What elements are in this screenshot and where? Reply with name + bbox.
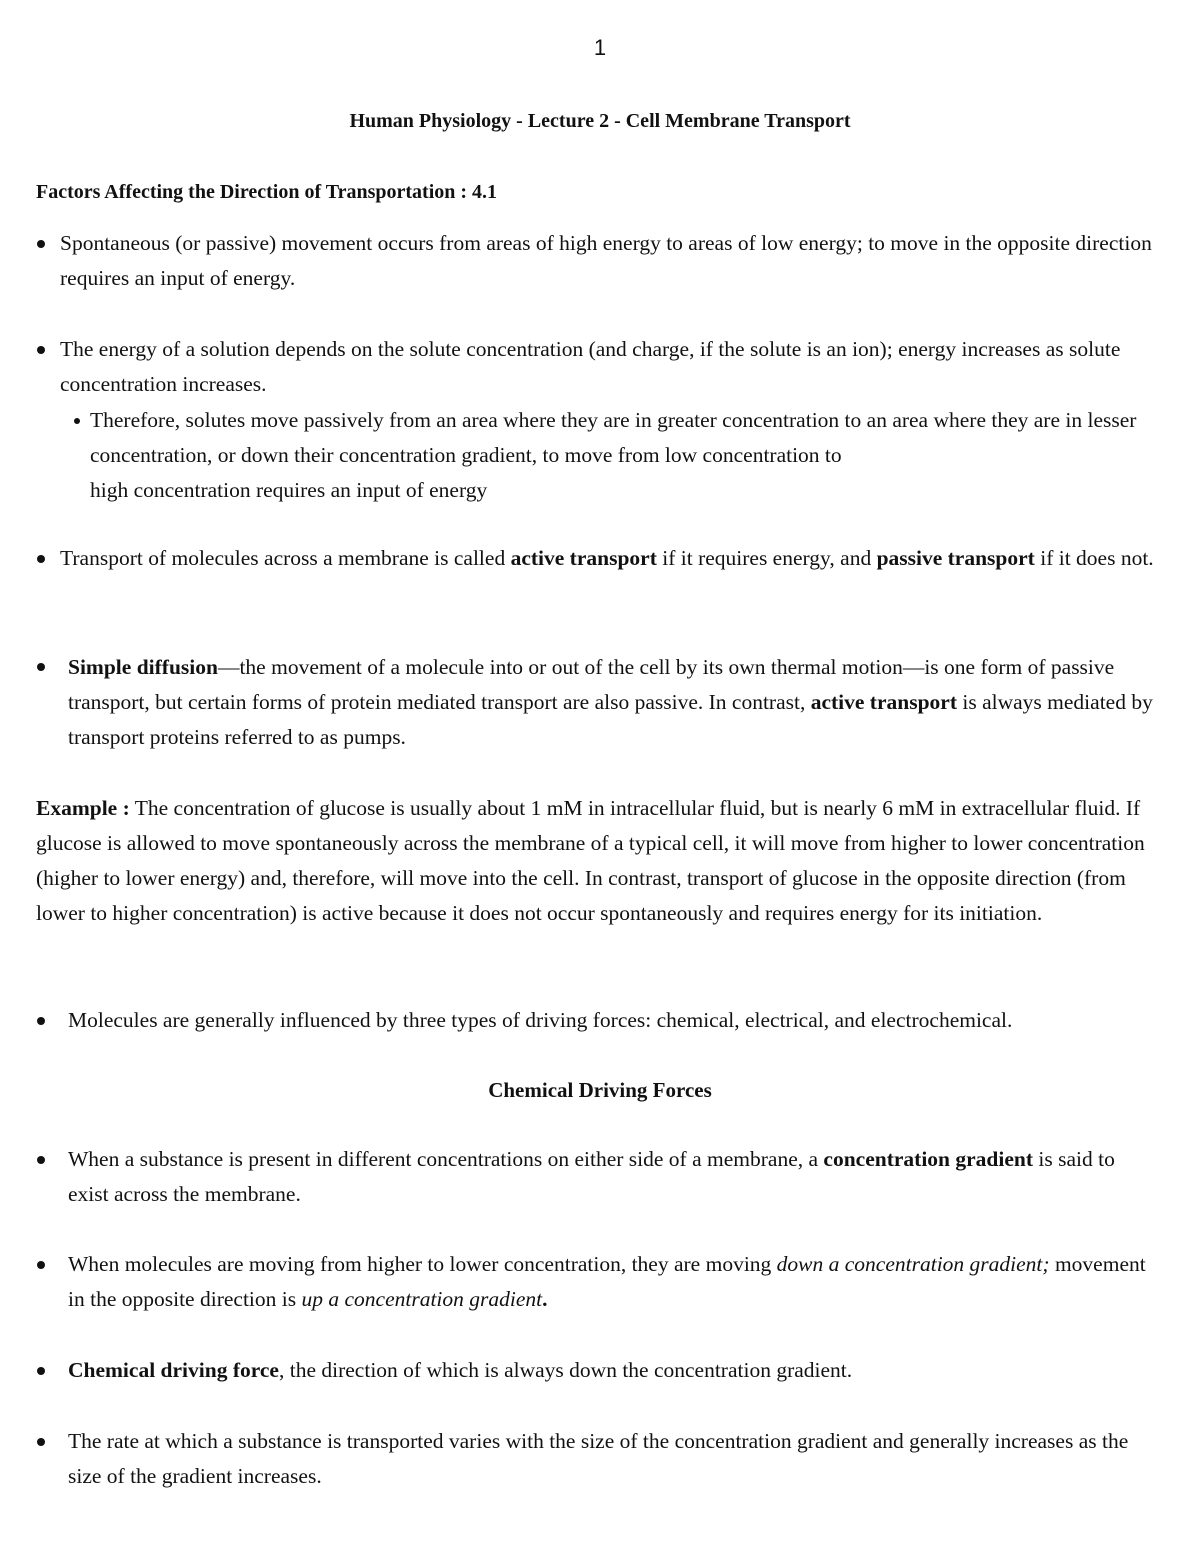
bullet-dot [37,1438,45,1446]
bullet-dot [37,1261,45,1269]
bullet-dot [37,1017,45,1025]
text: When a substance is present in different concentrations on either side of a membrane, a [68,1147,824,1171]
bullet-dot [37,1367,45,1375]
text: movement in the opposite direction is [68,1252,1146,1311]
text: is said to exist across the membrane. [68,1147,1115,1206]
text: . [542,1287,548,1311]
text: When molecules are moving from higher to lower concentration, they are moving [68,1252,777,1276]
section-heading: Factors Affecting the Direction of Transportation : 4.1 [36,181,498,203]
bullet-chemical-driving-force [68,1353,1158,1388]
term-down-gradient: down a concentration gradient; [776,1252,1050,1276]
bullet-down-up-gradient [68,1247,1158,1317]
text: , the direction of which is always down the concentration gradient. [278,1358,853,1382]
example-text: The concentration of glucose is usually about 1 mM in intracellular fluid, but is nearly 6 mM in extracellular fluid. If glucose is allowed to move spontaneously across the membrane of a typical cell, it will move from higher to lower concentration (higher to lower energy) and, therefore, will move into the cell. In contrast, transport of glucose in the opposite direction (from lower to higher concentration) is active because it does not occur spontaneously and requires energy for its initiation. [36,796,1145,925]
term-active-transport: active transport [810,690,957,714]
term-chemical-driving-force: Chemical driving force [68,1358,279,1382]
example-paragraph [36,791,1166,931]
term-passive-transport: passive transport [876,546,1035,570]
text: Transport of molecules across a membrane is called [60,546,511,570]
bullet-transport-rate: The rate at which a substance is transported varies with the size of the concentration gradient and generally increases as the size of the gradient increases. [68,1429,1129,1488]
bullet-passive-movement: Spontaneous (or passive) movement occurs from areas of high energy to areas of low energy; to move in the opposite direction requires an input of energy. [60,231,1152,290]
bullet-dot [37,663,45,671]
sub-bullet-dot [74,418,80,424]
text: —the movement of a molecule into or out of the cell by its own thermal motion—is one form of passive transport, but certain forms of protein mediated transport are also passive. In contrast, [68,655,1115,714]
page-number: 1 [593,35,607,60]
bullet-dot [37,346,45,354]
chemical-driving-forces-heading: Chemical Driving Forces [488,1078,712,1102]
bullet-dot [37,240,45,248]
term-simple-diffusion: Simple diffusion [68,655,218,679]
term-active-transport: active transport [510,546,657,570]
bullet-simple-diffusion [68,650,1158,755]
sub-bullet-text-line2: high concentration requires an input of energy [90,478,488,502]
term-concentration-gradient: concentration gradient [823,1147,1034,1171]
bullet-active-passive [60,541,1170,576]
text: is always mediated by transport proteins referred to as pumps. [68,690,1153,749]
sub-bullet-text: Therefore, solutes move passively from an area where they are in greater concentration to an area where they are in lesser concentration, or down their concentration gradient, to move from low concentration to [90,408,1137,467]
sub-bullet-gradient [90,403,1165,508]
bullet-driving-forces: Molecules are generally influenced by three types of driving forces: chemical, electrical, and electrochemical. [68,1008,1013,1032]
example-label: Example : [36,796,130,820]
document-title: Human Physiology - Lecture 2 - Cell Membrane Transport [349,110,851,132]
term-up-gradient: up a concentration gradient [301,1287,543,1311]
bullet-dot [37,555,45,563]
bullet-solution-energy: The energy of a solution depends on the solute concentration (and charge, if the solute is an ion); energy increases as solute concentration increases. [60,337,1121,396]
text: if it requires energy, and [656,546,877,570]
bullet-dot [37,1156,45,1164]
text: if it does not. [1034,546,1154,570]
bullet-concentration-gradient [68,1142,1158,1212]
